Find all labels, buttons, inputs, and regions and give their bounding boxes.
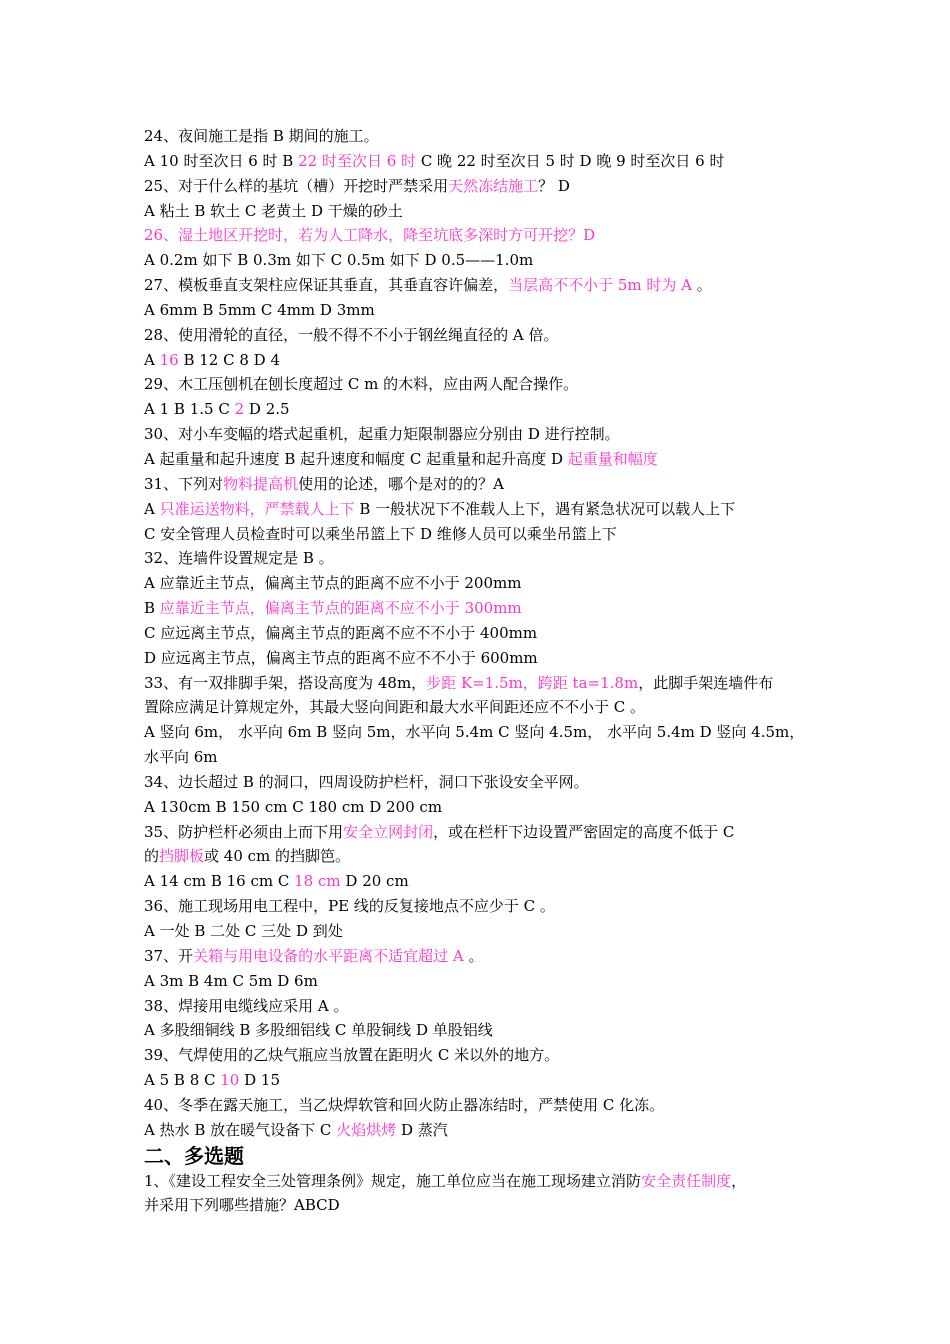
highlighted-text: 火焰烘烤	[336, 1120, 397, 1139]
text-segment: C 应远离主节点，偏离主节点的距离不应不不小于 400mm	[144, 623, 538, 642]
text-segment: 39、气焊使用的乙炔气瓶应当放置在距明火 C 米以外的地方。	[144, 1046, 560, 1065]
text-segment: 34、边长超过 B 的洞口，四周设防护栏杆，洞口下张设安全平网。	[144, 772, 589, 791]
text-line	[144, 1043, 820, 1068]
text-line	[144, 869, 820, 894]
text-line	[144, 621, 820, 646]
text-line	[144, 497, 820, 522]
highlighted-text: 应靠近主节点，偏离主节点的距离不应不小于 300mm	[159, 599, 522, 618]
text-segment: A 14 cm B 16 cm C	[144, 872, 295, 891]
text-line	[144, 1018, 820, 1043]
text-segment: A 多股细铜线 B 多股细铝线 C 单股铜线 D 单股铝线	[144, 1021, 493, 1040]
text-segment: A	[144, 499, 160, 518]
highlighted-text: 安全责任制度	[641, 1171, 732, 1190]
text-segment: 。	[463, 946, 484, 965]
text-segment: 。	[692, 276, 712, 295]
text-line	[144, 1093, 820, 1118]
text-line	[144, 770, 820, 795]
text-line	[144, 994, 820, 1019]
highlighted-text: 26、湿土地区开挖时，若为人工降水，降至坑底多深时方可开挖？D	[144, 226, 596, 245]
text-segment: D 20 cm	[340, 872, 409, 891]
highlighted-text: 步距 K=1.5m，跨距 ta=1.8m	[426, 673, 639, 692]
text-line	[144, 348, 820, 373]
text-segment: A 6mm B 5mm C 4mm D 3mm	[144, 300, 375, 319]
text-segment: D 15	[239, 1071, 281, 1090]
text-line	[144, 124, 820, 149]
text-segment: 31、下列对	[144, 474, 224, 493]
text-segment: ？ D	[538, 176, 570, 195]
text-segment: A 10 时至次日 6 时 B	[144, 151, 299, 170]
text-segment: 32、连墙件设置规定是 B 。	[144, 549, 334, 568]
text-segment: 25、对于什么样的基坑（槽）开挖时严禁采用	[144, 176, 449, 195]
text-segment: 29、木工压刨机在刨长度超过 C m 的木料，应由两人配合操作。	[144, 375, 579, 394]
text-segment: C 安全管理人员检查时可以乘坐吊篮上下 D 维修人员可以乘坐吊篮上下	[144, 524, 617, 543]
text-segment: 35、防护栏杆必须由上而下用	[144, 822, 344, 841]
text-line	[144, 273, 820, 298]
text-line	[144, 522, 820, 547]
text-segment: A 0.2m 如下 B 0.3m 如下 C 0.5m 如下 D 0.5——1.0m	[144, 251, 534, 270]
text-line	[144, 223, 820, 248]
text-segment: ，	[731, 1171, 747, 1190]
text-segment: ，或在栏杆下边设置严密固定的高度不低于 C	[433, 822, 735, 841]
text-segment: D 蒸汽	[396, 1120, 448, 1139]
text-segment: A 起重量和起升速度 B 起升速度和幅度 C 起重量和起升高度 D	[144, 449, 568, 468]
text-line	[144, 795, 820, 820]
text-segment: 并采用下列哪些措施？ABCD	[144, 1196, 340, 1215]
highlighted-text: 当层高不不小于 5m 时为 A	[508, 276, 692, 295]
highlighted-text: 2	[234, 400, 245, 419]
text-line	[144, 1068, 820, 1093]
text-line	[144, 1193, 820, 1218]
text-segment: 27、模板垂直支架柱应保证其垂直，其垂直容许偏差，	[144, 276, 509, 295]
text-segment: 28、使用滑轮的直径，一般不得不不小于钢丝绳直径的 A 倍。	[144, 325, 559, 344]
text-segment: A 130cm B 150 cm C 180 cm D 200 cm	[144, 797, 443, 816]
text-segment: 37、开	[144, 946, 194, 965]
text-line	[144, 298, 820, 323]
highlighted-text: 18 cm	[294, 872, 341, 891]
text-line	[144, 472, 820, 497]
text-line	[144, 422, 820, 447]
text-line	[144, 174, 820, 199]
text-segment: B 一般状况下不准载人上下，遇有紧急状况可以载人上下	[354, 499, 736, 518]
text-line	[144, 546, 820, 571]
highlighted-text: 关箱与用电设备的水平距离不适宜超过 A	[193, 946, 464, 965]
text-line	[144, 844, 820, 869]
text-segment: 36、施工现场用电工程中，PE 线的反复接地点不应少于 C 。	[144, 897, 555, 916]
text-line	[144, 372, 820, 397]
highlighted-text: 16	[159, 350, 179, 369]
text-line	[144, 199, 820, 224]
text-segment: B	[144, 599, 160, 618]
text-segment: A 热水 B 放在暖气设备下 C	[144, 1120, 337, 1139]
text-segment: 40、冬季在露天施工，当乙炔焊软管和回火防止器冻结时，严禁使用 C 化冻。	[144, 1095, 665, 1114]
text-segment: 使用的论述，哪个是对的的？A	[298, 474, 504, 493]
text-segment: 或 40 cm 的挡脚笆。	[204, 847, 351, 866]
text-line	[144, 149, 820, 174]
text-line	[144, 596, 820, 621]
text-segment: A 竖向 6m， 水平向 6m B 竖向 5m，水平向 5.4m C 竖向 4.5m， 水平向 5.4m D 竖向 4.5m，	[144, 723, 805, 742]
text-line	[144, 1118, 820, 1143]
highlighted-text: 挡脚板	[159, 847, 205, 866]
text-segment: 24、夜间施工是指 B 期间的施工。	[144, 127, 379, 145]
highlighted-text: 安全立网封闭	[343, 822, 434, 841]
text-segment: 38、焊接用电缆线应采用 A 。	[144, 996, 349, 1015]
text-segment: 1、《建设工程安全三处管理条例》规定，施工单位应当在施工现场建立消防	[144, 1171, 642, 1190]
text-segment: D 2.5	[244, 400, 290, 419]
text-segment: A 1 B 1.5 C	[144, 400, 235, 419]
text-line	[144, 1169, 820, 1194]
text-segment: C 晚 22 时至次日 5 时 D 晚 9 时至次日 6 时	[416, 151, 725, 170]
text-line	[144, 646, 820, 671]
text-line	[144, 397, 820, 422]
highlighted-text: 只准运送物料，严禁载人上下	[159, 499, 355, 518]
text-segment: A 3m B 4m C 5m D 6m	[144, 971, 318, 990]
highlighted-text: 10	[220, 1071, 240, 1090]
text-segment: 的	[144, 847, 160, 866]
text-line	[144, 969, 820, 994]
text-segment: ，此脚手架连墙件布	[638, 673, 774, 692]
document-body	[144, 124, 820, 1218]
text-segment: A 一处 B 二处 C 三处 D 到处	[144, 922, 343, 940]
highlighted-text: 天然冻结施工	[448, 176, 539, 195]
text-segment: 33、有一双排脚手架，搭设高度为 48m，	[144, 673, 427, 692]
text-line	[144, 820, 820, 845]
highlighted-text: 物料提高机	[223, 474, 299, 493]
text-line	[144, 248, 820, 273]
text-segment: A 应靠近主节点，偏离主节点的距离不应不小于 200mm	[144, 574, 522, 593]
text-segment: A 5 B 8 C	[144, 1071, 221, 1090]
text-segment: A 粘土 B 软土 C 老黄土 D 干燥的砂土	[144, 201, 403, 220]
text-line	[144, 571, 820, 596]
text-line	[144, 671, 820, 696]
highlighted-text: 22 时至次日 6 时	[298, 151, 417, 170]
highlighted-text: 起重量和幅度	[567, 449, 658, 468]
text-line	[144, 695, 820, 720]
text-line	[144, 745, 820, 770]
text-segment: 30、对小车变幅的塔式起重机，起重力矩限制器应分别由 D 进行控制。	[144, 425, 620, 444]
section-heading: 二、多选题	[144, 1143, 244, 1168]
text-line	[144, 919, 820, 944]
text-segment: A	[144, 350, 160, 369]
text-segment: D 应远离主节点，偏离主节点的距离不应不不小于 600mm	[144, 648, 538, 667]
text-line	[144, 720, 820, 745]
text-segment: B 12 C 8 D 4	[178, 350, 281, 369]
text-segment: 水平向 6m	[144, 748, 218, 767]
text-line	[144, 447, 820, 472]
text-line	[144, 894, 820, 919]
text-line	[144, 944, 820, 969]
text-line	[144, 323, 820, 348]
text-segment: 置除应满足计算规定外，其最大竖向间距和最大水平间距还应不不小于 C 。	[144, 698, 646, 717]
